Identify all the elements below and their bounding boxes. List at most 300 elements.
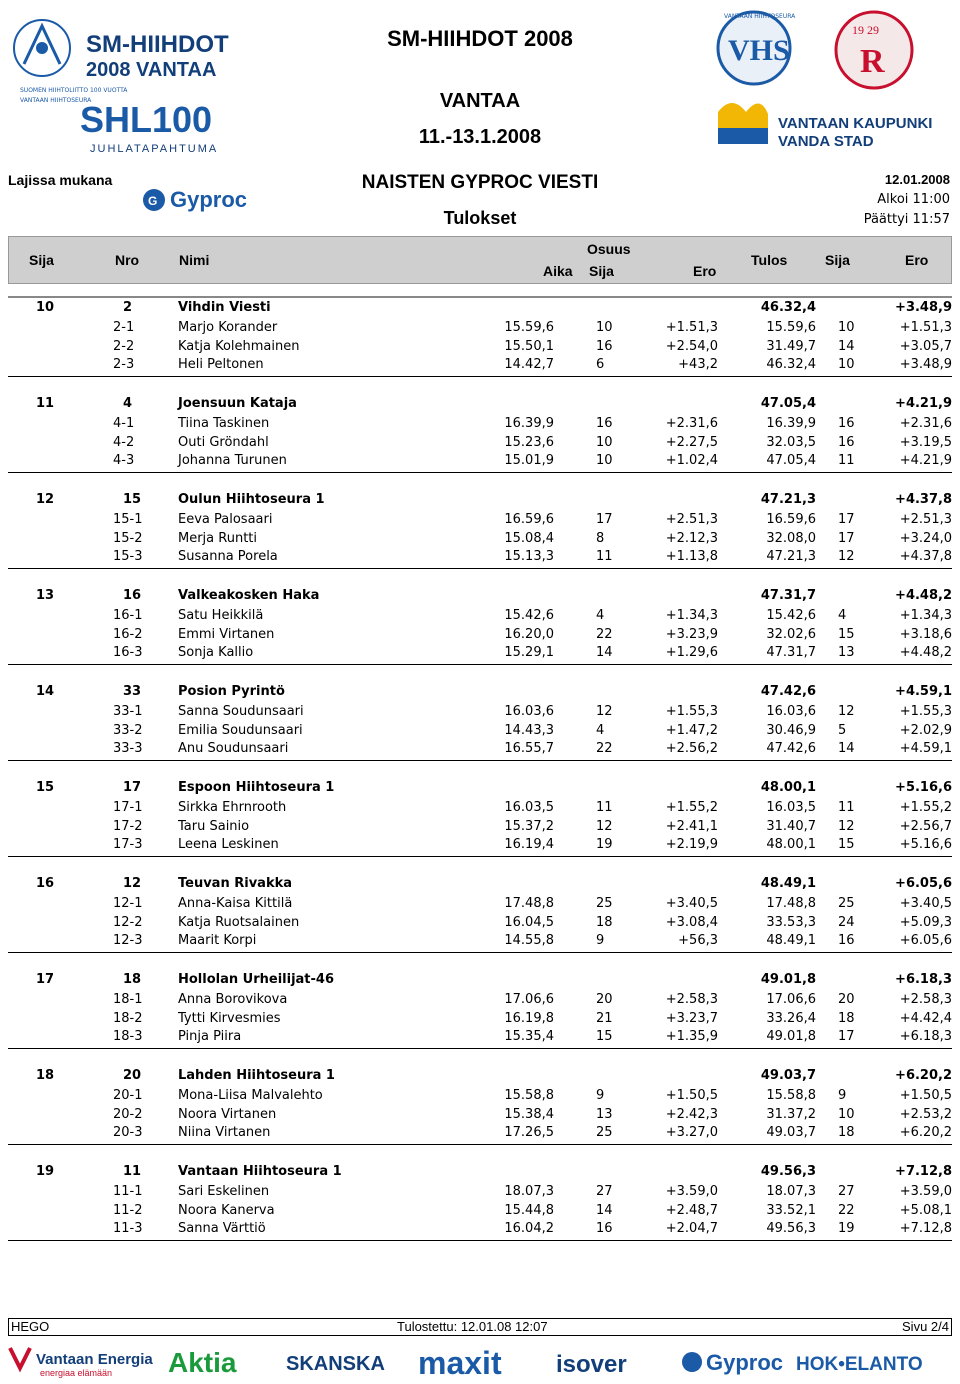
skier-name: Pinja Piira [178, 1029, 242, 1044]
leg-time: 18.07,3 [504, 1184, 554, 1199]
skier-name: Sonja Kallio [178, 645, 254, 660]
footer-page: Sivu 2/4 [902, 1319, 949, 1334]
leg-place: 8 [596, 530, 605, 546]
team-block [0, 874, 960, 970]
leg-bib: 12-1 [113, 896, 143, 911]
cumulative-diff: +4.42,4 [899, 1010, 952, 1026]
team-place: 11 [36, 396, 55, 411]
leg-diff: +1.34,3 [665, 608, 718, 623]
cumulative-time: 47.21,3 [766, 549, 816, 564]
col-sija: Sija [29, 252, 54, 268]
col-nimi: Nimi [179, 252, 210, 268]
cumulative-diff: +2.56,7 [899, 818, 952, 834]
leg-time: 15.23,6 [504, 434, 554, 450]
leg-row [0, 337, 960, 356]
team-block [0, 490, 960, 586]
cumulative-place: 18 [838, 1125, 855, 1140]
cumulative-place: 4 [838, 608, 847, 623]
leg-time: 15.29,1 [504, 645, 554, 660]
leg-diff: +3.59,0 [665, 1184, 718, 1199]
leg-row [0, 817, 960, 836]
team-separator [8, 1240, 952, 1241]
leg-bib: 15-3 [113, 549, 143, 564]
team-separator [8, 952, 952, 953]
leg-row [0, 931, 960, 950]
leg-bib: 15-2 [113, 530, 143, 546]
cumulative-time: 48.49,1 [766, 933, 816, 948]
leg-bib: 33-3 [113, 741, 143, 756]
team-separator [8, 1144, 952, 1145]
leg-bib: 20-1 [113, 1088, 143, 1103]
team-place: 15 [36, 780, 55, 795]
cumulative-time: 16.59,6 [766, 512, 816, 527]
leg-row [0, 739, 960, 758]
leg-place: 11 [596, 800, 613, 815]
team-separator [8, 760, 952, 761]
cumulative-time: 15.58,8 [766, 1088, 816, 1103]
leg-bib: 4-2 [113, 434, 135, 450]
leg-row [0, 702, 960, 721]
leg-row [0, 451, 960, 470]
maxit-logo: maxit [418, 1345, 502, 1381]
svg-text:VANTAAN KAUPUNKI: VANTAAN KAUPUNKI [778, 115, 933, 132]
cumulative-time: 16.39,9 [766, 416, 816, 431]
cumulative-place: 12 [838, 549, 855, 564]
leg-diff: +43,2 [678, 357, 718, 372]
team-row [0, 1066, 960, 1085]
leg-time: 15.59,6 [504, 320, 554, 335]
team-diff: +5.16,6 [895, 780, 952, 795]
leg-place: 11 [596, 549, 613, 564]
team-bib: 12 [123, 876, 142, 891]
leg-bib: 12-3 [113, 933, 143, 948]
leg-diff: +2.04,7 [665, 1221, 718, 1236]
sponsor-bar [0, 1340, 960, 1384]
cumulative-place: 19 [838, 1221, 855, 1236]
cumulative-diff: +4.48,2 [899, 645, 952, 660]
team-separator [8, 472, 952, 473]
svg-text:R: R [860, 43, 885, 80]
leg-row [0, 318, 960, 337]
team-block [0, 298, 960, 394]
col-osuus-ero: Ero [693, 263, 717, 279]
leg-bib: 17-2 [113, 818, 143, 834]
leg-time: 16.39,9 [504, 416, 554, 431]
leg-diff: +2.58,3 [665, 992, 718, 1007]
leg-row [0, 1182, 960, 1201]
team-place: 16 [36, 876, 55, 891]
skier-name: Marjo Korander [178, 320, 278, 335]
cumulative-time: 33.53,3 [766, 914, 816, 930]
team-block [0, 682, 960, 778]
cumulative-place: 12 [838, 704, 855, 719]
cumulative-diff: +3.05,7 [899, 338, 952, 354]
leg-time: 15.38,4 [504, 1106, 554, 1122]
team-diff: +6.05,6 [895, 876, 952, 891]
leg-diff: +1.55,3 [665, 704, 718, 719]
leg-time: 17.48,8 [504, 896, 554, 911]
cumulative-time: 32.02,6 [766, 626, 816, 642]
leg-row [0, 606, 960, 625]
cumulative-time: 17.06,6 [766, 992, 816, 1007]
leg-time: 17.06,6 [504, 992, 554, 1007]
skier-name: Sirkka Ehrnrooth [178, 800, 287, 815]
skier-name: Johanna Turunen [178, 453, 287, 468]
skier-name: Taru Sainio [178, 818, 250, 834]
leg-bib: 11-3 [113, 1221, 143, 1236]
leg-row [0, 433, 960, 452]
team-row [0, 1162, 960, 1181]
r1929-logo [836, 12, 912, 88]
cumulative-diff: +4.59,1 [899, 741, 952, 756]
team-time: 48.49,1 [760, 876, 816, 891]
svg-text:100: 100 [152, 99, 213, 140]
leg-diff: +2.42,3 [665, 1106, 718, 1122]
leg-time: 16.04,5 [504, 914, 554, 930]
leg-row [0, 1105, 960, 1124]
skier-name: Sanna Värttiö [178, 1221, 266, 1236]
lajissa-mukana-label: Lajissa mukana [8, 172, 113, 188]
skier-name: Anu Soudunsaari [178, 741, 289, 756]
leg-place: 16 [596, 338, 613, 354]
svg-text:SM-HIIHDOT: SM-HIIHDOT [86, 31, 229, 58]
team-name: Espoon Hiihtoseura 1 [178, 780, 335, 795]
leg-diff: +1.29,6 [665, 645, 718, 660]
svg-text:VANDA STAD: VANDA STAD [778, 133, 874, 150]
leg-bib: 33-2 [113, 722, 143, 738]
cumulative-diff: +3.48,9 [899, 357, 952, 372]
team-name: Teuvan Rivakka [178, 876, 293, 891]
cumulative-place: 17 [838, 512, 855, 527]
cumulative-time: 31.40,7 [766, 818, 816, 834]
col-tulos-sija: Sija [825, 252, 850, 268]
team-bib: 20 [123, 1068, 142, 1083]
cumulative-place: 14 [838, 338, 855, 354]
leg-diff: +56,3 [678, 933, 718, 948]
col-osuus: Osuus [587, 241, 631, 257]
cumulative-diff: +3.40,5 [899, 896, 952, 911]
skier-name: Noora Virtanen [178, 1106, 277, 1122]
team-place: 12 [36, 492, 55, 507]
leg-place: 22 [596, 741, 613, 756]
leg-row [0, 414, 960, 433]
cumulative-time: 16.03,6 [766, 704, 816, 719]
skier-name: Mona-Liisa Malvalehto [178, 1088, 323, 1103]
cumulative-time: 17.48,8 [766, 896, 816, 911]
leg-row [0, 529, 960, 548]
team-bib: 2 [123, 300, 133, 315]
cumulative-time: 49.03,7 [766, 1125, 816, 1140]
team-diff: +4.37,8 [895, 492, 952, 507]
event-location: VANTAA [439, 90, 521, 112]
leg-diff: +2.41,1 [665, 818, 718, 834]
cumulative-time: 31.37,2 [766, 1106, 816, 1122]
leg-bib: 18-1 [113, 992, 143, 1007]
leg-bib: 4-1 [113, 416, 135, 431]
leg-bib: 16-1 [113, 608, 143, 623]
cumulative-diff: +3.18,6 [899, 626, 952, 642]
skier-name: Noora Kanerva [178, 1202, 275, 1218]
team-diff: +7.12,8 [895, 1164, 952, 1179]
cumulative-time: 46.32,4 [766, 357, 816, 372]
leg-bib: 11-2 [113, 1202, 143, 1218]
leg-bib: 17-1 [113, 800, 143, 815]
cumulative-place: 11 [838, 453, 855, 468]
leg-time: 15.35,4 [504, 1029, 554, 1044]
leg-row [0, 1086, 960, 1105]
skier-name: Niina Virtanen [178, 1125, 271, 1140]
team-diff: +6.20,2 [895, 1068, 952, 1083]
leg-time: 16.20,0 [504, 626, 554, 642]
leg-row [0, 835, 960, 854]
skier-name: Susanna Porela [178, 549, 278, 564]
team-diff: +4.48,2 [895, 588, 952, 603]
team-bib: 18 [123, 972, 142, 987]
skier-name: Satu Heikkilä [178, 608, 264, 623]
leg-place: 6 [596, 357, 605, 372]
svg-text:energiaa elämään: energiaa elämään [40, 1368, 113, 1378]
vantaan-energia-logo [10, 1348, 153, 1378]
leg-diff: +2.48,7 [665, 1202, 718, 1218]
cumulative-place: 22 [838, 1202, 855, 1218]
leg-time: 15.13,3 [504, 549, 554, 564]
cumulative-diff: +7.12,8 [899, 1221, 952, 1236]
skier-name: Sanna Soudunsaari [178, 704, 304, 719]
leg-place: 10 [596, 453, 613, 468]
skier-name: Katja Kolehmainen [178, 338, 300, 354]
cumulative-time: 47.05,4 [766, 453, 816, 468]
team-name: Hollolan Urheilijat-46 [178, 972, 334, 987]
leg-place: 15 [596, 1029, 613, 1044]
cumulative-place: 16 [838, 416, 855, 431]
leg-time: 14.43,3 [504, 722, 554, 738]
competition-title: NAISTEN GYPROC VIESTI [361, 172, 599, 193]
leg-row [0, 894, 960, 913]
results-subtitle: Tulokset [443, 208, 517, 228]
skier-name: Anna-Kaisa Kittilä [178, 896, 293, 911]
end-time: Päättyi 11:57 [863, 212, 950, 227]
leg-diff: +3.23,9 [665, 626, 718, 642]
team-row [0, 298, 960, 317]
skier-name: Emmi Virtanen [178, 626, 275, 642]
svg-text:SUOMEN HIIHTOLIITTO 100 VUOTTA: SUOMEN HIIHTOLIITTO 100 VUOTTA [20, 87, 128, 94]
team-block [0, 586, 960, 682]
leg-bib: 16-3 [113, 645, 143, 660]
cumulative-diff: +3.19,5 [899, 434, 952, 450]
leg-diff: +2.54,0 [665, 338, 718, 354]
team-block [0, 1066, 960, 1162]
leg-row [0, 721, 960, 740]
team-diff: +4.59,1 [895, 684, 952, 699]
cumulative-diff: +5.16,6 [899, 837, 952, 852]
team-diff: +6.18,3 [895, 972, 952, 987]
cumulative-place: 11 [838, 800, 855, 815]
cumulative-diff: +1.51,3 [899, 320, 952, 335]
cumulative-time: 32.08,0 [766, 530, 816, 546]
cumulative-place: 17 [838, 1029, 855, 1044]
leg-diff: +2.19,9 [665, 837, 718, 852]
team-name: Joensuun Kataja [178, 396, 297, 411]
leg-row [0, 1219, 960, 1238]
start-time: Alkoi 11:00 [877, 192, 950, 207]
team-time: 48.00,1 [760, 780, 816, 795]
team-time: 47.05,4 [760, 396, 816, 411]
column-header-band [8, 236, 952, 284]
team-place: 10 [36, 300, 55, 315]
cumulative-diff: +1.55,3 [899, 704, 952, 719]
event-dates: 11.-13.1.2008 [418, 126, 542, 148]
skier-name: Tytti Kirvesmies [178, 1010, 281, 1026]
leg-place: 9 [596, 1088, 605, 1103]
leg-time: 15.01,9 [504, 453, 554, 468]
cumulative-diff: +5.08,1 [899, 1202, 952, 1218]
leg-diff: +3.23,7 [665, 1010, 718, 1026]
leg-diff: +1.47,2 [665, 722, 718, 738]
leg-row [0, 1201, 960, 1220]
leg-place: 16 [596, 416, 613, 431]
cumulative-time: 33.52,1 [766, 1202, 816, 1218]
cumulative-place: 24 [838, 914, 855, 930]
team-place: 19 [36, 1164, 55, 1179]
cumulative-time: 18.07,3 [766, 1184, 816, 1199]
leg-time: 16.03,5 [504, 800, 554, 815]
cumulative-place: 20 [838, 992, 855, 1007]
team-name: Vantaan Hiihtoseura 1 [178, 1164, 342, 1179]
svg-text:SHL: SHL [80, 99, 152, 140]
leg-bib: 2-2 [113, 338, 135, 354]
leg-diff: +3.08,4 [665, 914, 718, 930]
leg-row [0, 547, 960, 566]
skier-name: Anna Borovikova [178, 992, 288, 1007]
col-nro: Nro [115, 252, 140, 268]
team-row [0, 490, 960, 509]
leg-bib: 20-2 [113, 1106, 143, 1122]
competition-date: 12.01.2008 [884, 172, 950, 187]
cumulative-diff: +2.53,2 [899, 1106, 952, 1122]
vhs-logo [718, 12, 796, 84]
leg-time: 15.50,1 [504, 338, 554, 354]
leg-diff: +2.51,3 [665, 512, 718, 527]
leg-place: 14 [596, 1202, 613, 1218]
team-bib: 11 [123, 1164, 142, 1179]
club-logos [712, 4, 952, 164]
leg-place: 18 [596, 914, 613, 930]
footer-bar [8, 1318, 952, 1336]
leg-diff: +2.56,2 [665, 741, 718, 756]
leg-row [0, 355, 960, 374]
svg-text:2008 VANTAA: 2008 VANTAA [86, 59, 217, 81]
team-diff: +4.21,9 [895, 396, 952, 411]
team-time: 49.03,7 [760, 1068, 816, 1083]
leg-bib: 4-3 [113, 453, 135, 468]
leg-bib: 20-3 [113, 1125, 143, 1140]
leg-time: 14.42,7 [504, 357, 554, 372]
leg-place: 14 [596, 645, 613, 660]
cumulative-time: 33.26,4 [766, 1010, 816, 1026]
leg-row [0, 625, 960, 644]
leg-diff: +2.31,6 [665, 416, 718, 431]
cumulative-place: 27 [838, 1184, 855, 1199]
cumulative-diff: +6.18,3 [899, 1029, 952, 1044]
team-place: 17 [36, 972, 55, 987]
cumulative-time: 47.42,6 [766, 741, 816, 756]
team-block [0, 1162, 960, 1258]
svg-text:JUHLATAPAHTUMA: JUHLATAPAHTUMA [90, 143, 219, 155]
leg-bib: 18-2 [113, 1010, 143, 1026]
skier-name: Sari Eskelinen [178, 1184, 270, 1199]
skier-name: Leena Leskinen [178, 837, 279, 852]
cumulative-diff: +4.37,8 [899, 549, 952, 564]
skier-name: Outi Gröndahl [178, 434, 269, 450]
col-osuus-sija: Sija [589, 263, 614, 279]
leg-bib: 2-3 [113, 357, 135, 372]
leg-place: 13 [596, 1106, 613, 1122]
team-place: 13 [36, 588, 55, 603]
team-row [0, 682, 960, 701]
cumulative-place: 15 [838, 626, 855, 642]
leg-row [0, 1009, 960, 1028]
leg-place: 27 [596, 1184, 613, 1199]
cumulative-diff: +3.24,0 [899, 530, 952, 546]
cumulative-place: 16 [838, 933, 855, 948]
leg-diff: +2.12,3 [665, 530, 718, 546]
leg-place: 21 [596, 1010, 613, 1026]
team-diff: +3.48,9 [895, 300, 952, 315]
team-bib: 15 [123, 492, 142, 507]
event-title: SM-HIIHDOT 2008 [387, 26, 573, 51]
cumulative-place: 14 [838, 741, 855, 756]
team-place: 14 [36, 684, 55, 699]
leg-place: 4 [596, 722, 605, 738]
leg-bib: 33-1 [113, 704, 143, 719]
team-separator [8, 664, 952, 665]
aktia-logo: Aktia [168, 1347, 237, 1378]
cumulative-place: 5 [838, 722, 847, 738]
cumulative-diff: +6.05,6 [899, 933, 952, 948]
leg-place: 19 [596, 837, 613, 852]
leg-time: 16.19,8 [504, 1010, 554, 1026]
leg-row [0, 510, 960, 529]
cumulative-place: 13 [838, 645, 855, 660]
team-name: Posion Pyrintö [178, 684, 285, 699]
team-bib: 16 [123, 588, 142, 603]
team-bib: 4 [123, 396, 133, 411]
leg-row [0, 1123, 960, 1142]
col-tulos-ero: Ero [905, 252, 929, 268]
cumulative-diff: +3.59,0 [899, 1184, 952, 1199]
svg-text:G: G [148, 194, 158, 208]
leg-bib: 15-1 [113, 512, 143, 527]
cumulative-place: 15 [838, 837, 855, 852]
skier-name: Maarit Korpi [178, 933, 257, 948]
team-block [0, 394, 960, 490]
leg-row [0, 913, 960, 932]
cumulative-diff: +2.51,3 [899, 512, 952, 527]
cumulative-place: 18 [838, 1010, 855, 1026]
cumulative-diff: +1.55,2 [899, 800, 952, 815]
team-row [0, 874, 960, 893]
cumulative-place: 9 [838, 1088, 847, 1103]
leg-time: 16.55,7 [504, 741, 554, 756]
team-bib: 33 [123, 684, 142, 699]
cumulative-diff: +2.02,9 [899, 722, 952, 738]
leg-time: 16.04,2 [504, 1221, 554, 1236]
isover-logo: isover [556, 1351, 627, 1378]
svg-text:Gyproc: Gyproc [170, 187, 248, 212]
leg-place: 4 [596, 608, 605, 623]
leg-place: 10 [596, 320, 613, 335]
team-block [0, 778, 960, 874]
